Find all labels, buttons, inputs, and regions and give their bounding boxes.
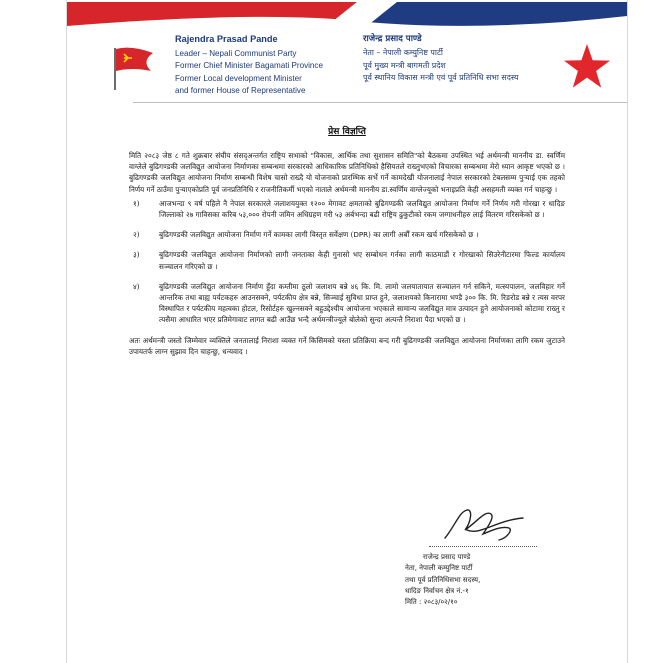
letterhead-color-band	[67, 2, 627, 26]
letterhead-line-en: Leader – Nepali Communist Party	[175, 49, 297, 59]
letterhead-line-en: Former Chief Minister Bagamati Province	[175, 61, 323, 71]
list-item-text: आजभन्दा ९ वर्ष पहिले नै नेपाल सरकारले जलाशययुक्त १२०० मेगावट क्षमताको बुढिगण्डकी जलविद्युत आयोजना निर्माण गर्ने निर्णय गरी गोरखा र धादिङ जिल्लाको २७ गाविसका करिब ५३,००० रोपनी जमिन अधिग्रहण गरी ५३ अर्बभन्दा बढी राष्ट्रिय ढुकुटीको रकम जग्गाधनीहरु लाई वितरण गरिसकेको छ ।	[159, 198, 565, 220]
party-flag-icon	[111, 45, 155, 95]
list-item-number: ४)	[133, 281, 140, 291]
list-item	[129, 229, 565, 240]
closing-paragraph: अतः अर्थमन्त्री जस्तो जिम्मेवार व्यक्तिले जनतालाई निराशा व्यक्त गर्ने किसिमको यस्ता प्रतिक्रिया बन्द गरी बुढिगण्डकी जलविद्युत आयोजना निर्माणका लागि रकम जुटाउने उपायतर्फ लाग्न सुझाव दिन चाहन्छु, धन्यवाद ।	[129, 335, 565, 356]
signature-block	[405, 552, 565, 608]
list-item-number: ३)	[133, 250, 140, 260]
letterhead-line-en: and former House of Representative	[175, 85, 306, 95]
red-star-icon	[563, 43, 611, 93]
letterhead-english	[175, 33, 365, 97]
list-item-text: बुढिगण्डकी जलविद्युत आयोजना निर्माण हुँदा कम्तीमा ठूलो जलाशय बन्ने ४६ कि. मि. लामो जलयातायात सञ्चालन गर्न सकिने, मत्स्यपालन, जलविहार गर्ने आन्तरिक तथा बाह्य पर्यटकहरु आउनसक्ने, पर्यटकीय क्षेत्र बन्ने, सिञ्चाई सुविधा प्राप्त हुने, जलाशयको किनारामा भण्डै ३०० कि. मि. रिङरोड बन्ने र त्यस वरपर विस्थापित र पर्यटकीय महत्वका होटल, रिसोर्टहरु खुल्नसक्ने बहुउद्देश्यीय आयोजना भएकाले सामान्य जलविद्युत मात्र उत्पादन हुने आयोजनाको कोटामा राख्नु र त्यसैमा आधारित भएर प्रतिमेगावाट लागत बढी आउँछ भन्दै अर्थमन्त्रीज्यूले बोलेको सुन्दा अत्यन्तै निराशा पैदा भएको छ ।	[159, 281, 565, 325]
letterhead-name-np: राजेन्द्र प्रसाद पाण्डे	[363, 34, 422, 44]
letterhead-divider	[133, 102, 627, 103]
list-item	[129, 249, 565, 271]
document-body	[129, 150, 565, 360]
list-item-number: १)	[133, 198, 140, 208]
list-item-number: २)	[133, 230, 140, 240]
list-item	[129, 281, 565, 326]
signature-line	[429, 546, 537, 547]
document-title: प्रेस विज्ञप्ति	[328, 127, 366, 137]
signer-name: राजेन्द्र प्रसाद पाण्डे	[423, 553, 471, 561]
list-item-text: बुढिगण्डकी जलविद्युत आयोजना निर्माणको लागी जनताका केही गुनासो भए सम्बोधन गर्नका लागी काठमाडौं र गोरखाको सिउरेनीटारमा फिल्ड कार्यालय सञ्चालन गरिएको छ ।	[159, 250, 565, 271]
press-release-page	[66, 0, 628, 663]
letterhead-line-en: Former Local development Minister	[175, 73, 302, 83]
letterhead-line-np: नेता – नेपाली कम्युनिष्ट पार्टी	[363, 48, 443, 58]
signer-title: तथा पूर्व प्रतिनिधिसभा सदस्य,	[405, 575, 481, 584]
list-item-text: बुढिगण्डकी जलविद्युत आयोजना निर्माण गर्ने कामका लागी विस्तृत सर्वेक्षण (DPR) का लागी अर्बौं रकम खर्च गरिसकेको छ ।	[159, 230, 479, 240]
list-item	[129, 198, 565, 220]
letterhead-name-en: Rajendra Prasad Pande	[175, 34, 278, 44]
letterhead-line-np: पूर्व मुख्य मन्त्री बागमती प्रदेश	[363, 60, 446, 70]
intro-paragraph: मिति २०८३ जेष्ठ ८ गते शुक्रबार संघीय संसद्अन्तर्गत राष्ट्रिय सभाको "विकास, आर्थिक तथा सुशासन समिति"को बैठकमा उपस्थित भई अर्थमन्त्री माननीय डा. स्वर्णिम वाग्लेले बुढिगण्डकी जलविद्युत आयोजना निर्माणका सम्बन्धमा सरकारको आधिकारिक प्रतिनिधिको हैसियतले राख्नुभएको विचारका सम्बन्धमा मेरो ध्यान आकृष्ट भएको छ । बुढिगण्डकी जलविद्युत आयोजना निर्माण सम्बन्धी विशेष चासो राख्दै यो योजनाको प्रारम्भिक सर्भे गर्ने कामदेखी योजनालाई नेपाल सरकारको टेबलसम्म पुऱ्याई एक तहको निर्णय गर्ने ठाउँमा पुऱ्याएकोप्रति पूर्व जनप्रतिनिधि र राजनीतिकर्मी भएको नाताले अर्थमन्त्री माननीय डा.स्वर्णिम वाग्लेज्यूको भनाइप्रति केही असहमती व्यक्त गर्न चाहन्छु ।	[129, 151, 565, 194]
letterhead-line-np: पूर्व स्थानिय विकास मन्त्री एवं पूर्व प्रतिनिधि सभा सदस्य	[363, 73, 519, 83]
signer-title: नेता, नेपाली कम्युनिष्ट पार्टी	[405, 564, 473, 573]
signed-date: मिति : २०८३/०२/१०	[405, 598, 458, 607]
signer-constituency: धादिङ निर्वाचन क्षेत्र नं.-१	[405, 586, 469, 595]
